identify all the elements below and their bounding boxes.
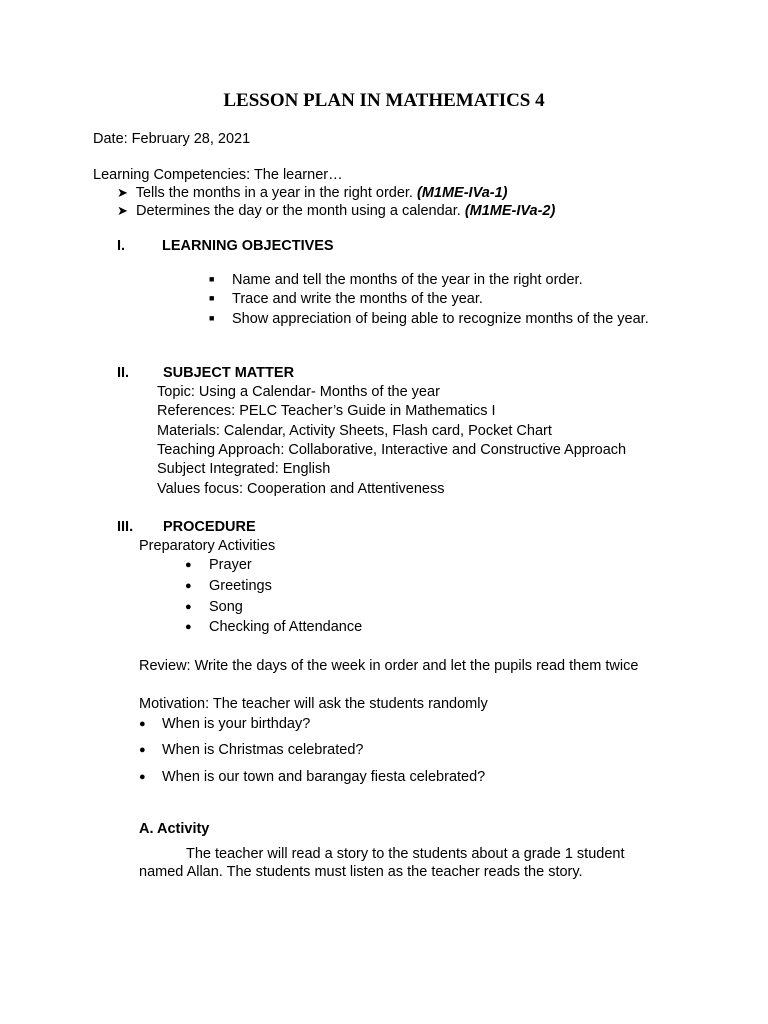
bullet-dot-icon: ●: [185, 601, 192, 613]
objective-item: Trace and write the months of the year.: [232, 291, 483, 307]
subject-line: Materials: Calendar, Activity Sheets, Flash card, Pocket Chart: [157, 423, 552, 439]
preparatory-item: Prayer: [209, 557, 252, 573]
section-numeral: III.: [117, 519, 134, 535]
preparatory-heading: Preparatory Activities: [139, 538, 276, 554]
section-numeral: II.: [117, 365, 130, 381]
competency-code: (M1ME-IVa-2): [464, 203, 556, 219]
review-line: Review: Write the days of the week in order and let the pupils read them twice: [139, 658, 639, 674]
arrow-bullet-icon: ➤: [117, 203, 128, 218]
bullet-dot-icon: ●: [185, 580, 192, 592]
preparatory-item: Song: [209, 599, 243, 615]
section-heading-objectives: LEARNING OBJECTIVES: [162, 238, 334, 254]
competency-item: ➤ Tells the months in a year in the right order. (M1ME-IVa-1): [117, 185, 508, 201]
subject-line: Teaching Approach: Collaborative, Interactive and Constructive Approach: [157, 442, 627, 458]
objective-item: Name and tell the months of the year in the right order.: [232, 272, 583, 288]
preparatory-item: Checking of Attendance: [209, 619, 363, 635]
motivation-item: When is your birthday?: [162, 716, 311, 732]
arrow-bullet-icon: ➤: [117, 185, 128, 200]
section-numeral: I.: [117, 238, 126, 254]
bullet-dot-icon: ●: [139, 718, 146, 730]
motivation-heading: Motivation: The teacher will ask the students randomly: [139, 696, 488, 712]
date-line: Date: February 28, 2021: [93, 131, 251, 147]
objective-item: Show appreciation of being able to recognize months of the year.: [232, 311, 649, 327]
subject-line: Subject Integrated: English: [157, 461, 331, 477]
square-bullet-icon: ■: [209, 293, 215, 303]
square-bullet-icon: ■: [209, 313, 215, 323]
square-bullet-icon: ■: [209, 274, 215, 284]
competency-item: ➤ Determines the day or the month using a calendar. (M1ME-IVa-2): [117, 203, 556, 219]
competencies-heading: Learning Competencies: The learner…: [93, 167, 343, 183]
competency-code: (M1ME-IVa-1): [417, 185, 508, 201]
section-heading-procedure: PROCEDURE: [163, 519, 256, 535]
motivation-item: When is our town and barangay fiesta celebrated?: [162, 769, 486, 785]
subject-line: Topic: Using a Calendar- Months of the year: [157, 384, 440, 400]
section-heading-subject-matter: SUBJECT MATTER: [163, 365, 295, 381]
preparatory-item: Greetings: [209, 578, 272, 594]
page-title: LESSON PLAN IN MATHEMATICS 4: [223, 90, 545, 111]
motivation-item: When is Christmas celebrated?: [162, 742, 364, 758]
subject-line: Values focus: Cooperation and Attentiveness: [157, 481, 445, 497]
subject-line: References: PELC Teacher’s Guide in Mathematics I: [157, 403, 496, 419]
activity-text-line: named Allan. The students must listen as the teacher reads the story.: [139, 864, 583, 880]
bullet-dot-icon: ●: [185, 621, 192, 633]
bullet-dot-icon: ●: [185, 559, 192, 571]
bullet-dot-icon: ●: [139, 744, 146, 756]
activity-text-line: The teacher will read a story to the students about a grade 1 student: [186, 846, 625, 862]
activity-heading: A. Activity: [139, 821, 210, 837]
bullet-dot-icon: ●: [139, 771, 146, 783]
